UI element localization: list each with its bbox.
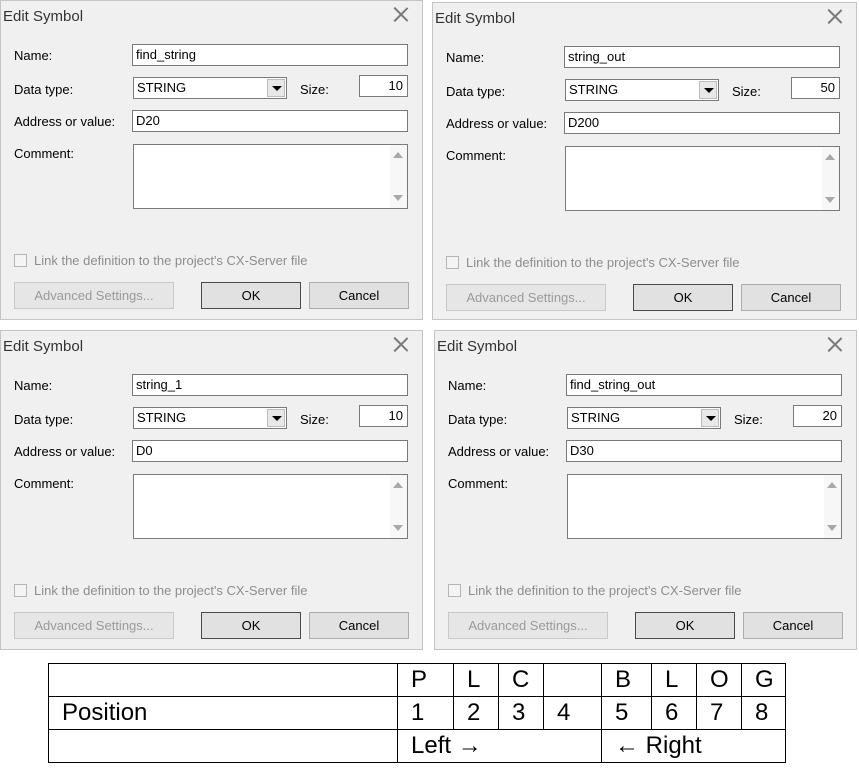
data-type-label: Data type: (448, 412, 508, 427)
position-cell: 4 (544, 697, 602, 730)
data-type-value: STRING (137, 410, 187, 425)
dropdown-arrow-icon[interactable] (701, 409, 719, 427)
position-cell: 1 (398, 697, 454, 730)
address-label: Address or value: (448, 444, 550, 459)
comment-label: Comment: (14, 476, 74, 491)
address-field[interactable]: D20 (132, 110, 408, 132)
data-type-value: STRING (571, 410, 621, 425)
size-label: Size: (300, 412, 329, 427)
ok-button[interactable]: OK (201, 282, 301, 309)
address-field[interactable]: D200 (564, 112, 840, 134)
comment-field[interactable] (133, 474, 408, 539)
letter-cell: C (499, 664, 544, 697)
letter-cell: P (398, 664, 454, 697)
letter-cell: L (454, 664, 499, 697)
dropdown-arrow-icon[interactable] (699, 81, 717, 99)
cancel-button[interactable]: Cancel (741, 284, 841, 311)
data-type-label: Data type: (14, 412, 74, 427)
cancel-button[interactable]: Cancel (743, 612, 843, 639)
comment-scrollbar[interactable] (824, 475, 841, 538)
link-checkbox[interactable] (14, 584, 27, 597)
position-cell: 6 (652, 697, 697, 730)
name-field[interactable]: find_string (132, 44, 408, 66)
table-cell (49, 730, 398, 763)
position-cell: 3 (499, 697, 544, 730)
table-cell (49, 664, 398, 697)
dialog-title: Edit Symbol (437, 338, 518, 355)
dialog-title: Edit Symbol (3, 338, 84, 355)
scroll-up-icon[interactable] (393, 152, 403, 158)
comment-scrollbar[interactable] (822, 147, 839, 210)
position-table (48, 663, 786, 763)
dialog-title: Edit Symbol (435, 10, 516, 27)
edit-symbol-dialog (0, 0, 423, 320)
data-type-select[interactable] (567, 407, 721, 429)
advanced-settings-button[interactable]: Advanced Settings... (448, 612, 608, 639)
size-field[interactable]: 50 (791, 77, 840, 99)
cancel-button[interactable]: Cancel (309, 612, 409, 639)
name-field[interactable]: find_string_out (566, 374, 842, 396)
comment-scrollbar[interactable] (390, 475, 407, 538)
edit-symbol-dialog (0, 330, 423, 650)
cancel-button[interactable]: Cancel (309, 282, 409, 309)
comment-label: Comment: (14, 146, 74, 161)
scroll-up-icon[interactable] (393, 482, 403, 488)
dropdown-arrow-icon[interactable] (267, 79, 285, 97)
size-label: Size: (732, 84, 761, 99)
data-type-label: Data type: (14, 82, 74, 97)
position-cell: 2 (454, 697, 499, 730)
scroll-down-icon[interactable] (825, 197, 835, 203)
address-field[interactable]: D30 (566, 440, 842, 462)
comment-label: Comment: (448, 476, 508, 491)
scroll-down-icon[interactable] (393, 525, 403, 531)
data-type-label: Data type: (446, 84, 506, 99)
comment-scrollbar[interactable] (390, 145, 407, 208)
advanced-settings-button[interactable]: Advanced Settings... (14, 612, 174, 639)
position-cell: 7 (697, 697, 742, 730)
right-direction-label: ← Right (602, 730, 786, 763)
link-checkbox[interactable] (448, 584, 461, 597)
scroll-up-icon[interactable] (825, 154, 835, 160)
comment-field[interactable] (567, 474, 842, 539)
name-label: Name: (448, 378, 487, 393)
link-checkbox-label: Link the definition to the project's CX-Server file (466, 255, 740, 270)
dropdown-arrow-icon[interactable] (267, 409, 285, 427)
position-row-label: Position (49, 697, 398, 730)
link-checkbox-label: Link the definition to the project's CX-Server file (34, 253, 308, 268)
close-icon[interactable] (828, 337, 842, 351)
advanced-settings-button[interactable]: Advanced Settings... (446, 284, 606, 311)
data-type-select[interactable] (565, 79, 719, 101)
size-field[interactable]: 10 (359, 405, 408, 427)
close-icon[interactable] (828, 9, 842, 23)
name-field[interactable]: string_1 (132, 374, 408, 396)
scroll-down-icon[interactable] (393, 195, 403, 201)
comment-field[interactable] (133, 144, 408, 209)
direction-row (49, 730, 786, 763)
letter-cell (544, 664, 602, 697)
ok-button[interactable]: OK (201, 612, 301, 639)
address-field[interactable]: D0 (132, 440, 408, 462)
position-cell: 8 (742, 697, 786, 730)
dialog-title: Edit Symbol (3, 8, 84, 25)
advanced-settings-button[interactable]: Advanced Settings... (14, 282, 174, 309)
ok-button[interactable]: OK (633, 284, 733, 311)
data-type-select[interactable] (133, 407, 287, 429)
address-label: Address or value: (14, 114, 116, 129)
name-label: Name: (14, 48, 53, 63)
size-label: Size: (300, 82, 329, 97)
edit-symbol-dialog (432, 2, 857, 320)
close-icon[interactable] (394, 7, 408, 21)
positions-row (49, 697, 786, 730)
data-type-select[interactable] (133, 77, 287, 99)
comment-field[interactable] (565, 146, 840, 211)
letter-cell: L (652, 664, 697, 697)
link-checkbox-label: Link the definition to the project's CX-Server file (468, 583, 742, 598)
left-direction-label: Left → (398, 730, 602, 763)
name-label: Name: (446, 50, 485, 65)
data-type-value: STRING (569, 82, 619, 97)
size-field[interactable]: 10 (359, 75, 408, 97)
edit-symbol-dialog (434, 330, 857, 650)
letters-row (49, 664, 786, 697)
size-label: Size: (734, 412, 763, 427)
letter-cell: G (742, 664, 786, 697)
data-type-value: STRING (137, 80, 187, 95)
link-checkbox[interactable] (446, 256, 459, 269)
link-checkbox[interactable] (14, 254, 27, 267)
size-field[interactable]: 20 (793, 405, 842, 427)
address-label: Address or value: (14, 444, 116, 459)
letter-cell: O (697, 664, 742, 697)
ok-button[interactable]: OK (635, 612, 735, 639)
position-cell: 5 (602, 697, 652, 730)
address-label: Address or value: (446, 116, 548, 131)
name-field[interactable]: string_out (564, 46, 840, 68)
close-icon[interactable] (394, 337, 408, 351)
letter-cell: B (602, 664, 652, 697)
link-checkbox-label: Link the definition to the project's CX-Server file (34, 583, 308, 598)
comment-label: Comment: (446, 148, 506, 163)
name-label: Name: (14, 378, 53, 393)
scroll-up-icon[interactable] (827, 482, 837, 488)
scroll-down-icon[interactable] (827, 525, 837, 531)
